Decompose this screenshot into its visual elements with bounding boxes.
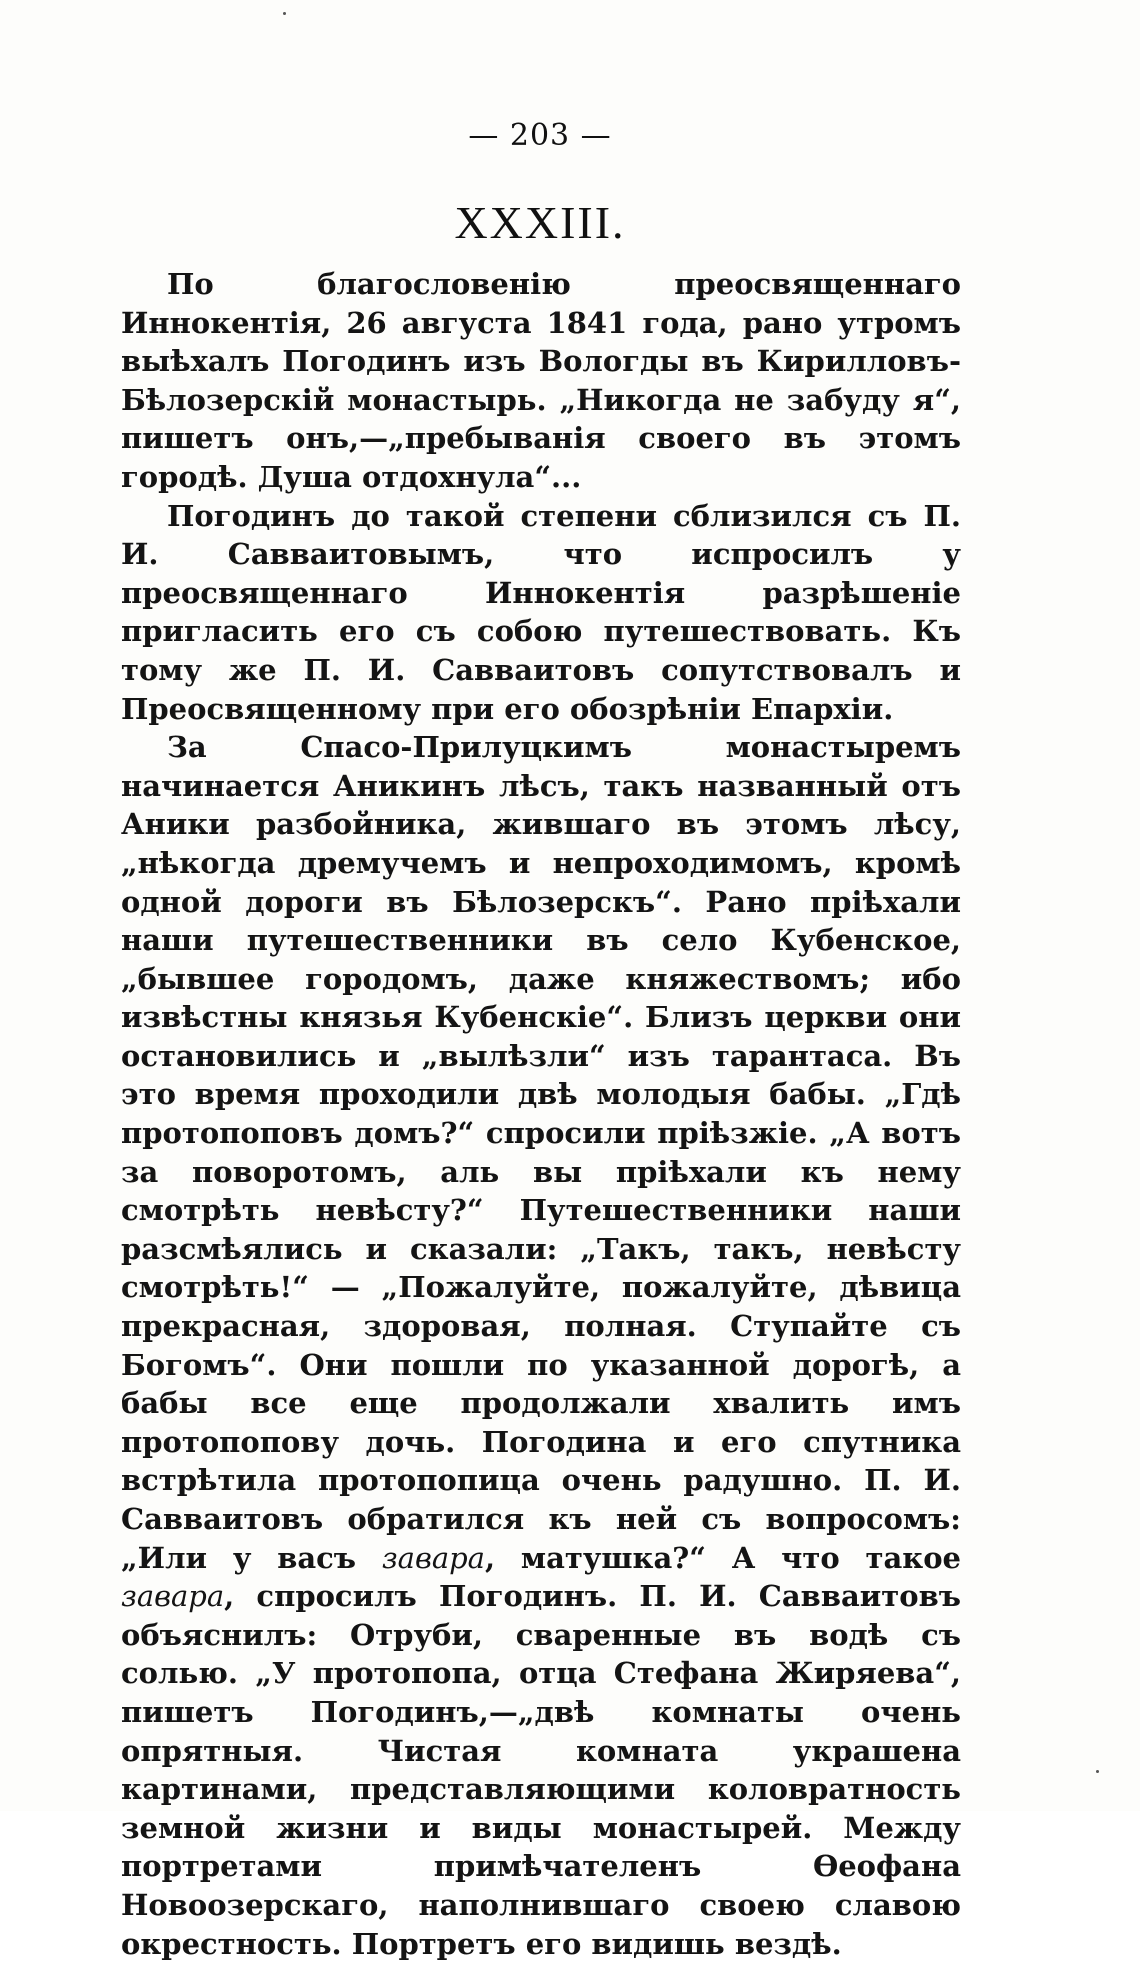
chapter-title: XXXIII.: [454, 197, 626, 248]
body-text: [121, 265, 961, 1963]
print-speck: [283, 12, 286, 15]
paragraph-text: За Спасо-Прилуцкимъ монастыремъ начинается Аникинъ лѣсъ, такъ названный отъ Аники разбойника, жившаго въ этомъ лѣсу, „нѣкогда дремучемъ и непроходимомъ, кромѣ одной дороги въ Бѣлозерскъ“. Рано пріѣхали наши путешественники въ село Кубенское, „бывшее городомъ, даже княжествомъ; ибо извѣстны князья Кубенскіе“. Близъ церкви они остановились и „вылѣзли“ изъ тарантаса. Въ это время проходили двѣ молодыя бабы. „Гдѣ протопоповъ домъ?“ спросили пріѣзжіе. „А вотъ за поворотомъ, аль вы пріѣхали къ нему смотрѣть невѣсту?“ Путешественники наши разсмѣялись и сказали: „Такъ, такъ, невѣсту смотрѣть!“ — „Пожалуйте, пожалуйте, дѣвица прекрасная, здоровая, полная. Ступайте съ Богомъ“. Они пошли по указанной дорогѣ, а бабы все еще продолжали хвалить имъ протопопову дочь. Погодина и его спутника встрѣтила протопопица очень радушно. П. И. Савваитовъ обратился къ ней съ вопросомъ: „Или у васъ: [121, 730, 961, 1575]
paragraph-text: Погодинъ до такой степени сблизился съ П. И. Савваитовымъ, что испросилъ у преосвященнаго Иннокентія разрѣшеніе пригласить его съ собою путешествовать. Къ тому же П. И. Савваитовъ сопутствовалъ и Преосвященному при его обозрѣніи Епархіи.: [121, 498, 961, 726]
italic-term: завара: [381, 1540, 485, 1575]
paragraph: [121, 728, 961, 1963]
page-number: — 203 —: [468, 118, 612, 153]
italic-term: завара: [121, 1579, 225, 1614]
paragraph: [121, 497, 961, 729]
paragraph: [121, 265, 961, 497]
paragraph-text: По благословенію преосвященнаго Иннокентія, 26 августа 1841 года, рано утромъ выѣхалъ Погодинъ изъ Вологды въ Кирилловъ-Бѣлозерскій монастырь. „Никогда не забуду я“, пишетъ онъ,—„пребыванія своего въ этомъ городѣ. Душа отдохнула“...: [121, 267, 961, 494]
paragraph-text: , спросилъ Погодинъ. П. И. Савваитовъ объяснилъ: Отруби, сваренные въ водѣ съ солью. „У протопопа, отца Стефана Жиряева“, пишетъ Погодинъ,—„двѣ комнаты очень опрятныя. Чистая комната украшена картинами, представляющими коловратность земной жизни и виды монастырей. Между портретами примѣчателенъ Ѳеофана Новоозерскаго, наполнившаго своею славою окрестность. Портретъ его видишь вездѣ.: [121, 1579, 961, 1961]
print-speck: [1096, 1770, 1099, 1773]
paragraph-text: , матушка?“ А что такое: [484, 1540, 962, 1575]
